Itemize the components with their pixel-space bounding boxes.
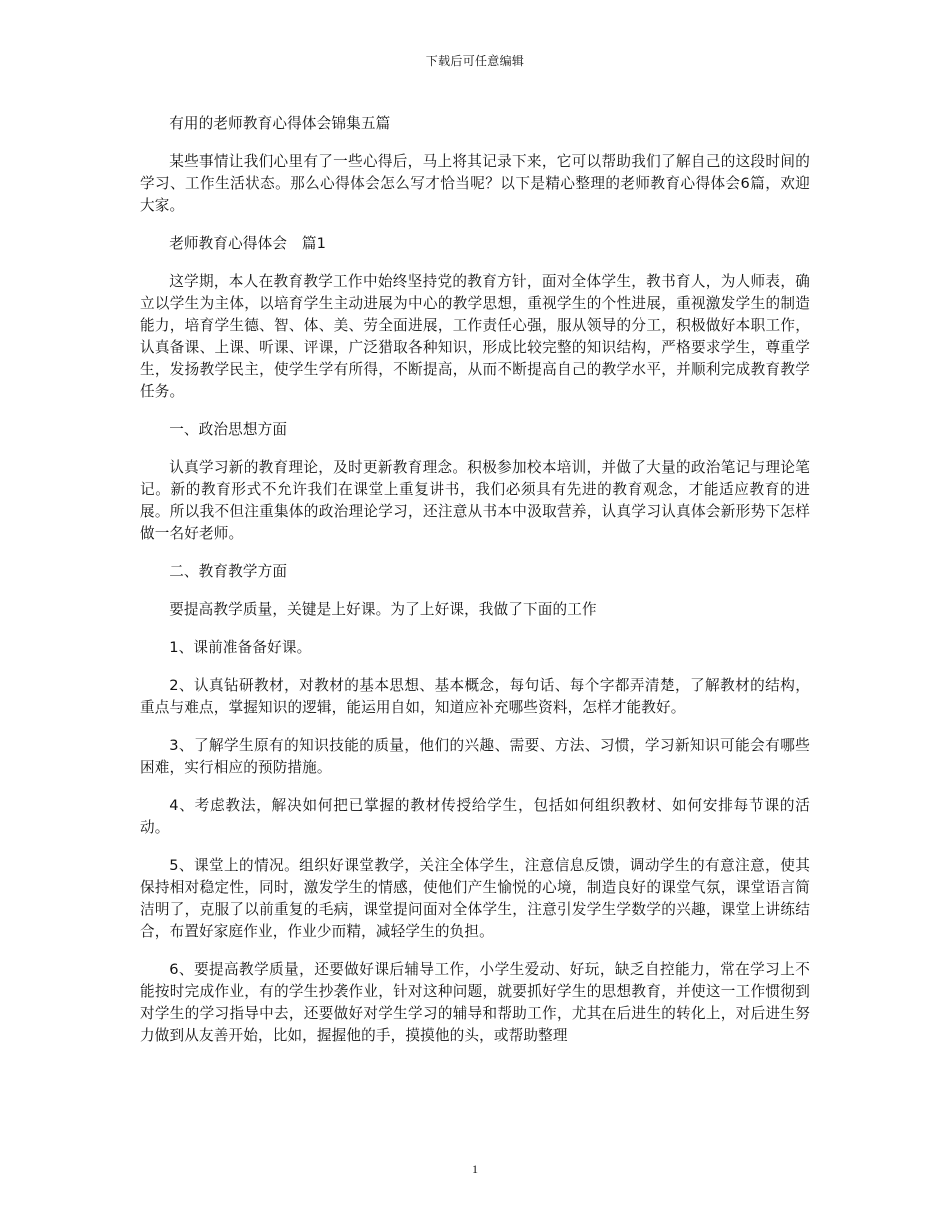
list-item: 1、课前准备备好课。 <box>169 639 312 656</box>
page-number: 1 <box>472 1162 478 1176</box>
list-item: 5、课堂上的情况。组织好课堂教学，关注全体学生，注意信息反馈，调动学生的有意注意，使其保持相对稳定性，同时，激发学生的情感，使他们产生愉悦的心境，制造良好的课堂气氛，课堂语言简洁明了，克服了以前重复的毛病，课堂提问面对全体学生，注意引发学生学数学的兴趣，课堂上讲练结合，布置好家庭作业，作业少而精，减轻学生的负担。 <box>140 857 810 940</box>
list-item: 2、认真钻研教材，对教材的基本思想、基本概念，每句话、每个字都弄清楚，了解教材的结构，重点与难点，掌握知识的逻辑，能运用自如，知道应补充哪些资料，怎样才能教好。 <box>140 677 810 716</box>
section-heading-political-thought: 一、政治思想方面 <box>169 421 288 438</box>
body-paragraph: 认真学习新的教育理论，及时更新教育理念。积极参加校本培训，并做了大量的政治笔记与理论笔记。新的教育形式不允许我们在课堂上重复讲书，我们必须具有先进的教育观念，才能适应教育的进展。所以我不但注重集体的政治理论学习，还注意从书本中汲取营养，认真学习认真体会新形势下怎样做一名好老师。 <box>140 459 810 542</box>
list-item: 3、了解学生原有的知识技能的质量，他们的兴趣、需要、方法、习惯，学习新知识可能会有哪些困难，实行相应的预防措施。 <box>140 737 810 776</box>
body-paragraph: 要提高教学质量，关键是上好课。为了上好课，我做了下面的工作 <box>169 601 597 618</box>
list-item: 4、考虑教法，解决如何把已掌握的教材传授给学生，包括如何组织教材、如何安排每节课的活动。 <box>140 797 810 836</box>
section-heading-part-1: 老师教育心得体会 篇1 <box>169 235 327 252</box>
download-edit-note: 下载后可任意编辑 <box>425 54 525 68</box>
section-heading-teaching: 二、教育教学方面 <box>169 563 288 580</box>
list-item: 6、要提高教学质量，还要做好课后辅导工作，小学生爱动、好玩，缺乏自控能力，常在学习上不能按时完成作业，有的学生抄袭作业，针对这种问题，就要抓好学生的思想教育，并使这一工作惯彻到对学生的学习指导中去，还要做好对学生学习的辅导和帮助工作，尤其在后进生的转化上，对后进生努力做到从友善开始，比如，握握他的手，摸摸他的头，或帮助整理 <box>140 961 810 1044</box>
body-paragraph: 这学期，本人在教育教学工作中始终坚持党的教育方针，面对全体学生，教书育人，为人师表，确立以学生为主体，以培育学生主动进展为中心的教学思想，重视学生的个性进展，重视激发学生的制造能力，培育学生德、智、体、美、劳全面进展，工作责任心强，服从领导的分工，积极做好本职工作，认真备课、上课、听课、评课，广泛猎取各种知识，形成比较完整的知识结构，严格要求学生，尊重学生，发扬教学民主，使学生学有所得，不断提高，从而不断提高自己的教学水平，并顺利完成教育教学任务。 <box>140 273 810 400</box>
intro-paragraph: 某些事情让我们心里有了一些心得后，马上将其记录下来，它可以帮助我们了解自己的这段时间的学习、工作生活状态。那么心得体会怎么写才恰当呢？以下是精心整理的老师教育心得体会6篇，欢迎大家。 <box>140 153 810 214</box>
document-title: 有用的老师教育心得体会锦集五篇 <box>169 115 391 132</box>
document-body <box>140 113 810 1063</box>
